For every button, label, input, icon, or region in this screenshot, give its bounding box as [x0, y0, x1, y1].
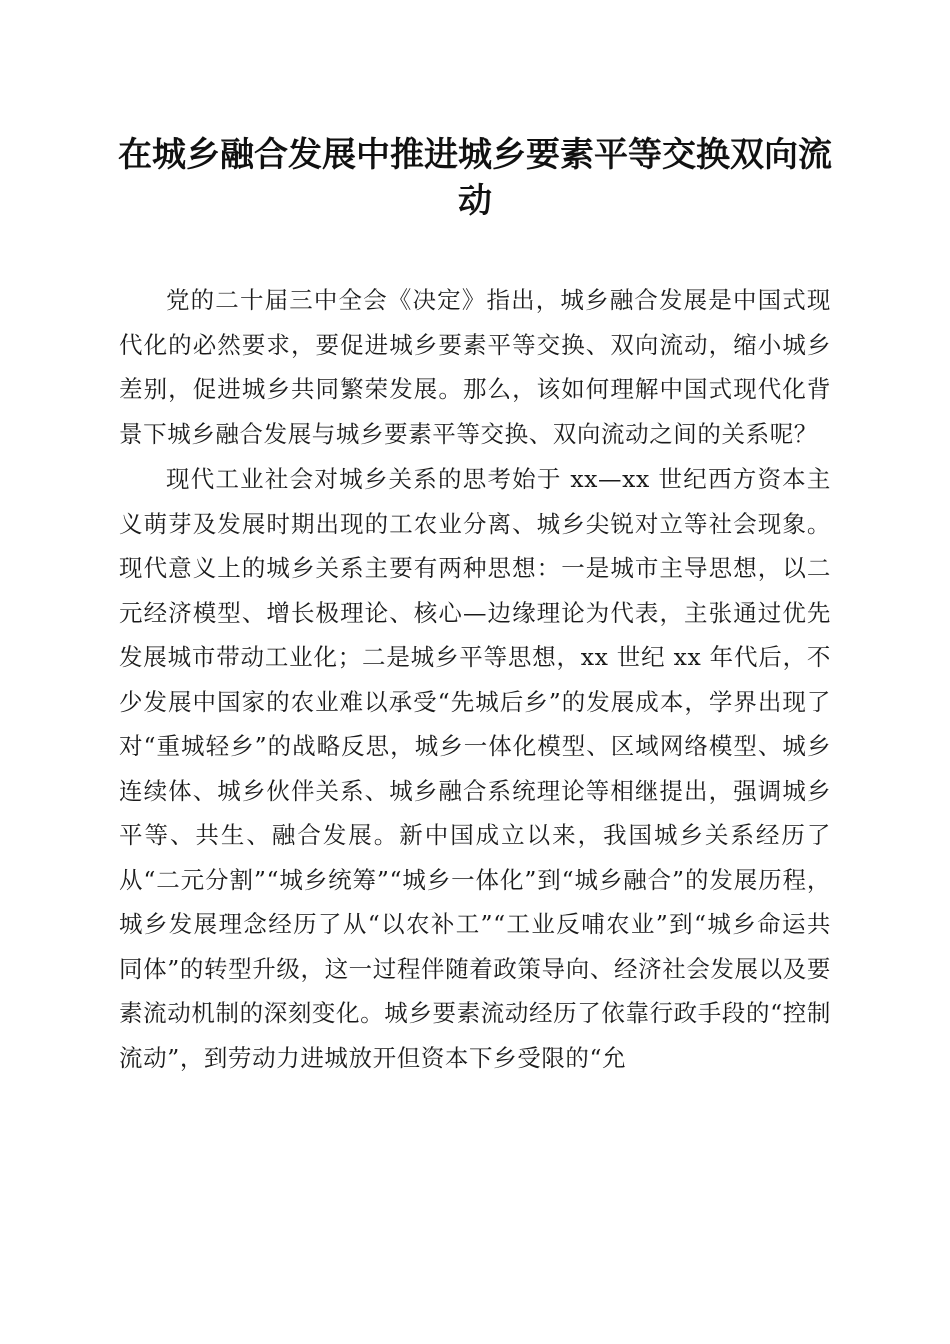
document-title: 在城乡融合发展中推进城乡要素平等交换双向流动 — [118, 135, 832, 221]
document-body — [119, 278, 831, 1081]
paragraph: 现代工业社会对城乡关系的思考始于 xx—xx 世纪西方资本主义萌芽及发展时期出现的工农业分离、城乡尖锐对立等社会现象。现代意义上的城乡关系主要有两种思想：一是城市主导思想，以二元经济模型、增长极理论、核心—边缘理论为代表，主张通过优先发展城市带动工业化；二是城乡平等思想，xx 世纪 xx 年代后，不少发展中国家的农业难以承受“先城后乡”的发展成本，学界出现了对“重城轻乡”的战略反思，城乡一体化模型、区域网络模型、城乡连续体、城乡伙伴关系、城乡融合系统理论等相继提出，强调城乡平等、共生、融合发展。新中国成立以来，我国城乡关系经历了从“二元分割”“城乡统筹”“城乡一体化”到“城乡融合”的发展历程，城乡发展理念经历了从“以农补工”“工业反哺农业”到“城乡命运共同体”的转型升级，这一过程伴随着政策导向、经济社会发展以及要素流动机制的深刻变化。城乡要素流动经历了依靠行政手段的“控制流动”，到劳动力进城放开但资本下乡受限的“允 — [119, 465, 831, 1072]
paragraph: 党的二十届三中全会《决定》指出，城乡融合发展是中国式现代化的必然要求，要促进城乡要素平等交换、双向流动，缩小城乡差别，促进城乡共同繁荣发展。那么，该如何理解中国式现代化背景下城乡融合发展与城乡要素平等交换、双向流动之间的关系呢？ — [119, 286, 831, 448]
